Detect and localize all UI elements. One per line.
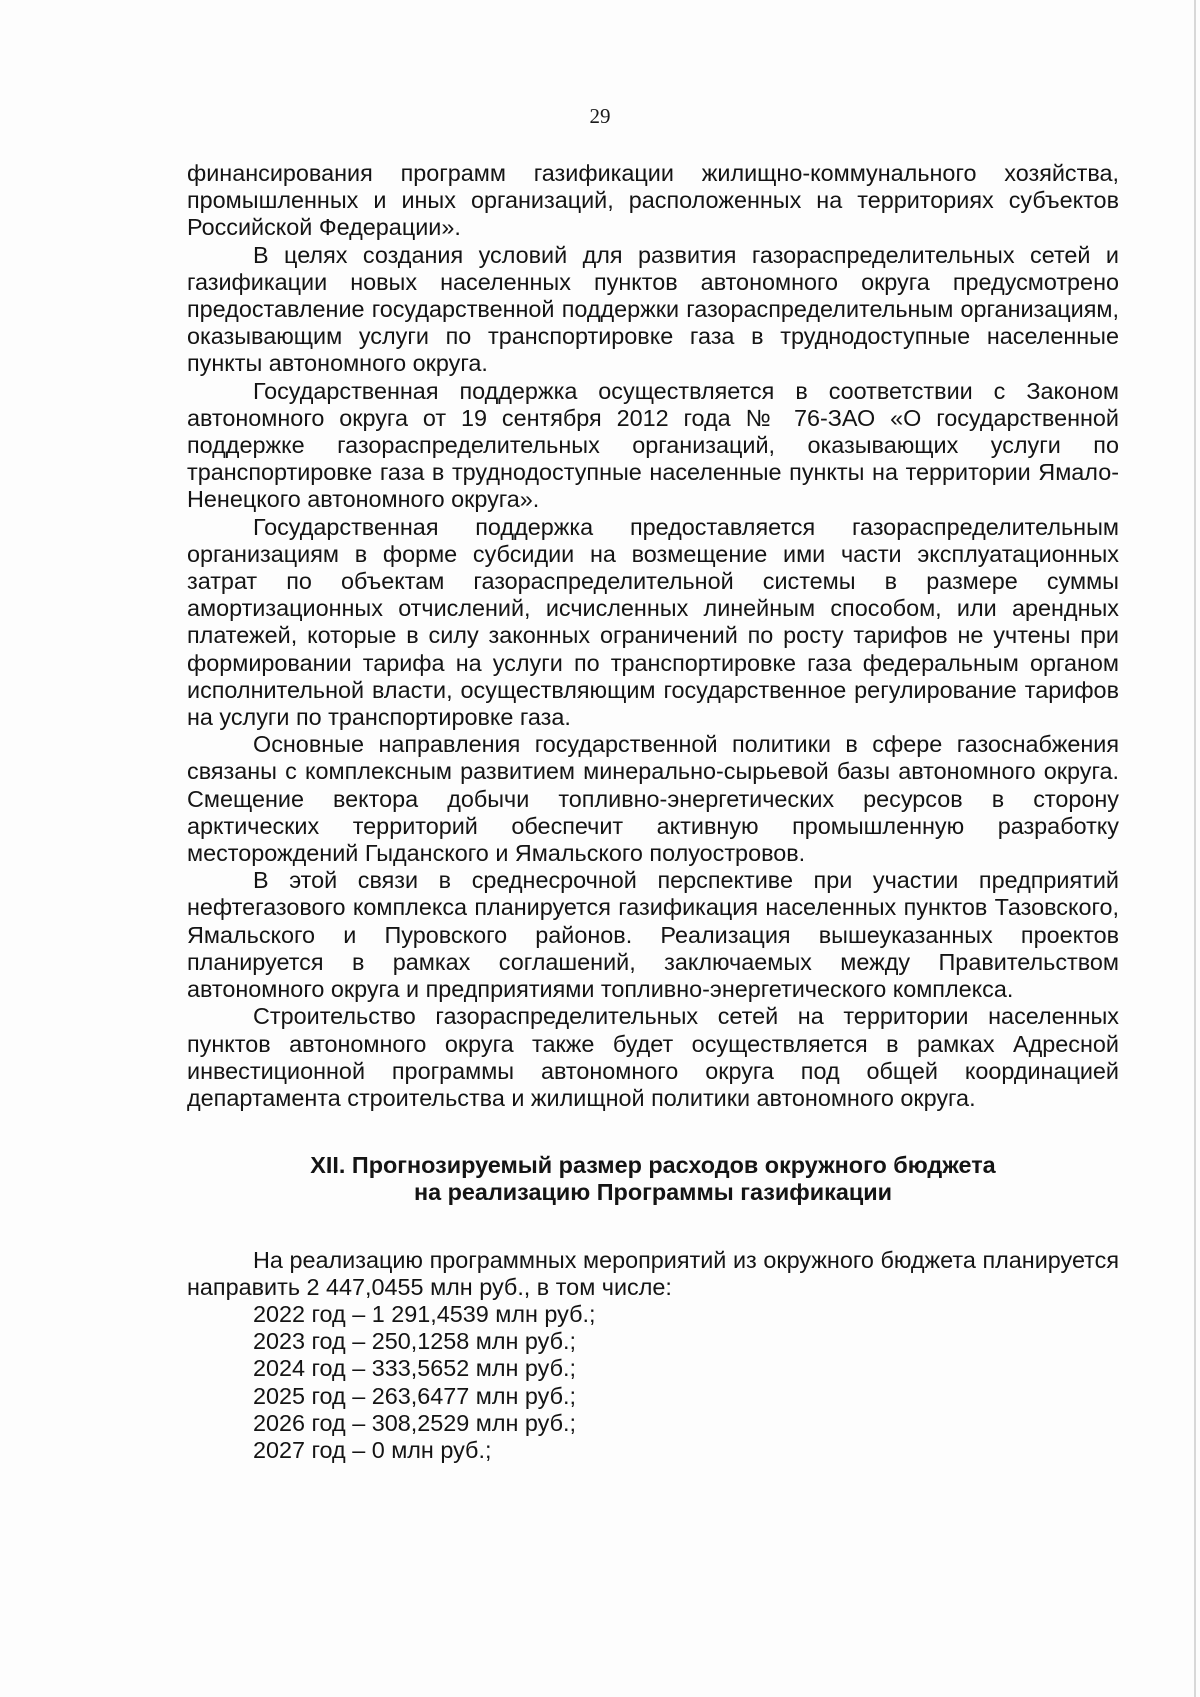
page-edge-line [1194,0,1196,1697]
budget-year-item: 2026 год – 308,2529 млн руб.; [253,1409,577,1436]
paragraph-budget-intro: На реализацию программных мероприятий из окружного бюджета планируется направить 2 447,0455 млн руб., в том числе: [187,1246,1119,1300]
paragraph-medium-term: В этой связи в среднесрочной перспективе при участии предприятий нефтегазового комплекса планируется газификация населенных пунктов Тазовского, Ямальского и Пуровского районов. Реализация вышеуказанных проектов планируется в рамках соглашений, заключаемых между Правительством автономного округа и предприятиями топливно-энергетического комплекса. [187,867,1119,1003]
budget-year-item: 2027 год – 0 млн руб.; [253,1436,492,1463]
budget-year-list [187,1301,1119,1464]
budget-year-item: 2025 год – 263,6477 млн руб.; [253,1382,577,1409]
budget-year-item: 2024 год – 333,5652 млн руб.; [253,1355,577,1382]
page-number: 29 [589,104,611,128]
budget-year-item: 2022 год – 1 291,4539 млн руб.; [253,1300,596,1327]
paragraph-gas-networks: В целях создания условий для развития газораспределительных сетей и газификации новых населенных пунктов автономного округа предусмотрено предоставление государственной поддержки газораспределительным организациям, оказывающим услуги по транспортировке газа в труднодоступные населенные пункты автономного округа. [187,241,1119,377]
paragraph-state-support-law: Государственная поддержка осуществляется в соответствии с Законом автономного округа от 19 сентября 2012 года № 76-ЗАО «О государственной поддержке газораспределительных организаций, оказывающих услуги по транспортировке газа в труднодоступные населенные пункты на территории Ямало-Ненецкого автономного округа». [187,377,1119,513]
paragraph-continuation: финансирования программ газификации жилищно-коммунального хозяйства, промышленных и иных организаций, расположенных на территориях субъектов Российской Федерации». [187,160,1119,241]
section-heading-line-1: XII. Прогнозируемый размер расходов окружного бюджета [310,1152,996,1179]
paragraph-policy-directions: Основные направления государственной политики в сфере газоснабжения связаны с комплексным развитием минерально-сырьевой базы автономного округа. Смещение вектора добычи топливно-энергетических ресурсов в сторону арктических территорий обеспечит активную промышленную разработку месторождений Гыданского и Ямальского полуостровов. [187,731,1119,867]
paragraph-subsidy: Государственная поддержка предоставляется газораспределительным организациям в форме субсидии на возмещение ими части эксплуатационных затрат по объектам газораспределительной системы в размере суммы амортизационных отчислений, исчисленных линейным способом, или арендных платежей, которые в силу законных ограничений по росту тарифов не учтены при формировании тарифа на услуги по транспортировке газа федеральным органом исполнительной власти, осуществляющим государственное регулирование тарифов на услуги по транспортировке газа. [187,513,1119,731]
section-heading [187,1152,1119,1206]
paragraph-construction: Строительство газораспределительных сетей на территории населенных пунктов автономного округа также будет осуществляется в рамках Адресной инвестиционной программы автономного округа под общей координацией департамента строительства и жилищной политики автономного округа. [187,1003,1119,1111]
section-heading-line-2: на реализацию Программы газификации [414,1179,892,1206]
document-body [187,160,1119,1464]
budget-year-item: 2023 год – 250,1258 млн руб.; [253,1328,577,1355]
